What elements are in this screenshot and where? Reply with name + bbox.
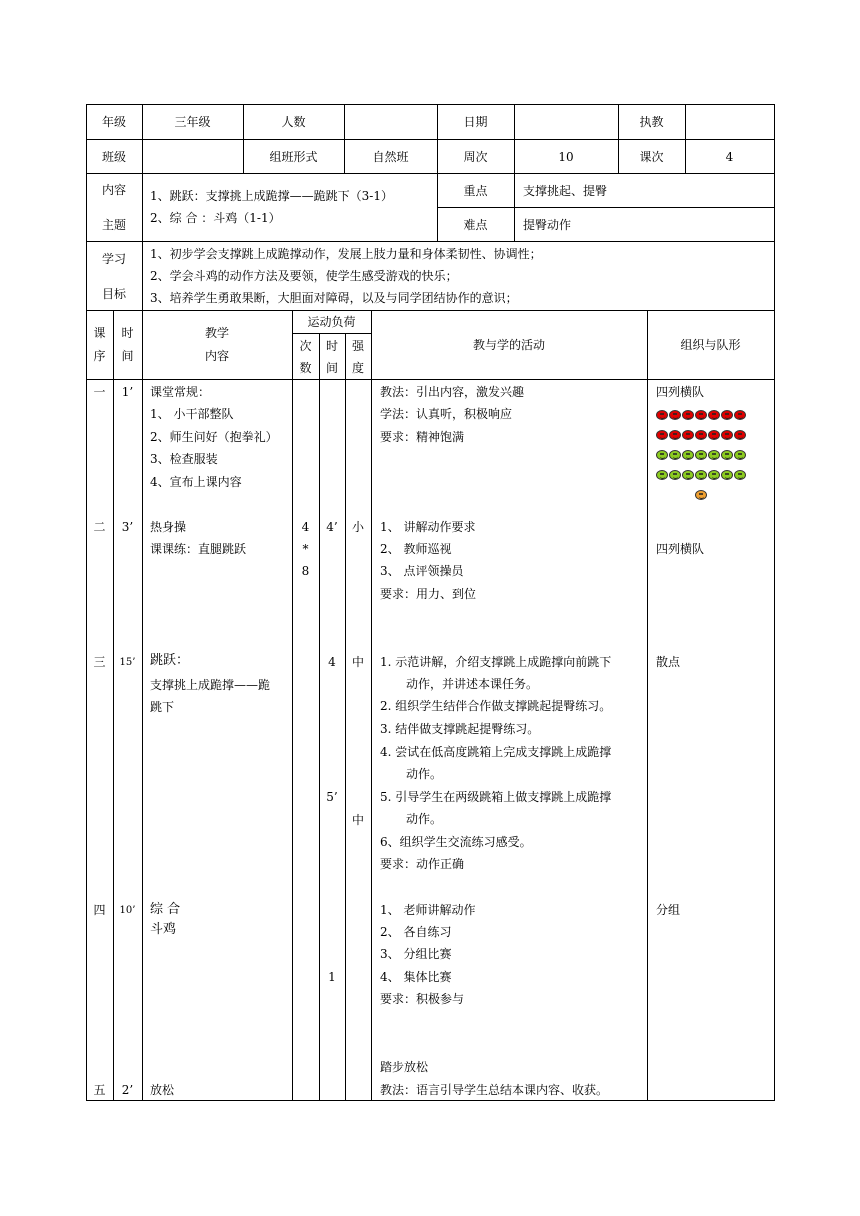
activity-line: 5. 引导学生在两级跳箱上做支撑跳上成跪撑 xyxy=(380,790,612,804)
activity-line: 6、组织学生交流练习感受。 xyxy=(380,835,532,849)
col-time-2: 间 xyxy=(121,349,134,363)
section-content-line: 2、师生问好（抱拳礼） xyxy=(150,430,278,444)
student-face-icon xyxy=(695,410,707,420)
col-teaching-2: 内容 xyxy=(204,349,229,363)
student-face-icon xyxy=(656,450,668,460)
col-seq: 课 xyxy=(93,326,106,340)
section-content-line: 支撑挑上成跪撑——跪 xyxy=(150,678,271,692)
content-label: 内容 xyxy=(101,183,126,197)
organization-text: 四列横队 xyxy=(656,385,705,399)
student-face-icon xyxy=(682,450,694,460)
goal-item: 3、培养学生勇敢果断，大胆面对障碍，以及与同学团结协作的意识； xyxy=(150,291,518,305)
section-content-line: 课课练：直腿跳跃 xyxy=(150,542,247,556)
section-content-line: 跳下 xyxy=(150,700,175,714)
people-label: 人数 xyxy=(281,115,306,129)
load-intensity: 小 xyxy=(351,520,364,534)
student-face-icon xyxy=(708,410,720,420)
student-face-icon xyxy=(656,410,668,420)
lesson-label: 课次 xyxy=(639,150,664,164)
rule xyxy=(292,333,371,334)
rule xyxy=(437,207,775,208)
difficulty-label: 难点 xyxy=(463,218,488,232)
col-intensity-2: 度 xyxy=(351,361,364,375)
section-time: 10’ xyxy=(119,905,136,916)
student-face-icon xyxy=(682,470,694,480)
student-face-icon xyxy=(682,430,694,440)
activity-line: 1、 老师讲解动作 xyxy=(380,903,476,917)
load-count: 8 xyxy=(301,564,310,578)
student-face-icon xyxy=(734,470,746,480)
col-seq-2: 序 xyxy=(93,349,106,363)
rule xyxy=(86,104,775,105)
student-face-icon xyxy=(734,450,746,460)
rule xyxy=(86,173,775,174)
content-line-2: 2、综 合 ：斗鸡（1-1） xyxy=(150,211,281,225)
activity-line: 4. 尝试在低高度跳箱上完成支撑跳上成跪撑 xyxy=(380,745,612,759)
activity-line: 教法：语言引导学生总结本课内容、收获。 xyxy=(380,1083,609,1097)
section-content-line: 4、宣布上课内容 xyxy=(150,475,242,489)
section-time: 1’ xyxy=(121,385,134,399)
activity-line: 4、 集体比赛 xyxy=(380,970,452,984)
load-time: 4 xyxy=(328,655,336,669)
rule xyxy=(514,104,515,241)
week-label: 周次 xyxy=(463,150,488,164)
organization-text: 散点 xyxy=(656,655,681,669)
student-face-icon xyxy=(695,430,707,440)
rule xyxy=(319,333,320,1101)
activity-line: 要求：动作正确 xyxy=(380,857,465,871)
load-intensity: 中 xyxy=(351,813,364,827)
rule xyxy=(345,333,346,1101)
rule xyxy=(371,310,372,1101)
activity-line: 3. 结伴做支撑跳起提臀练习。 xyxy=(380,722,540,736)
col-load-time-2: 间 xyxy=(325,361,338,375)
student-face-icon xyxy=(734,430,746,440)
student-face-icon xyxy=(656,470,668,480)
rule xyxy=(86,1100,775,1101)
activity-line: 要求：用力、到位 xyxy=(380,587,477,601)
section-content-line: 跳跃： xyxy=(150,653,190,668)
activity-line: 3、 分组比赛 xyxy=(380,947,452,961)
goal-item: 1、初步学会支撑跳上成跪撑动作，发展上肢力量和身体柔韧性、协调性； xyxy=(150,247,542,261)
activity-line: 2、 教师巡视 xyxy=(380,542,452,556)
topic-label: 主题 xyxy=(101,218,126,232)
section-content-line: 斗鸡 xyxy=(150,922,177,937)
form-label: 组班形式 xyxy=(269,150,318,164)
activity-line: 2. 组织学生结伴合作做支撑跳起提臀练习。 xyxy=(380,699,612,713)
student-face-icon xyxy=(708,470,720,480)
rule xyxy=(142,173,143,310)
section-seq: 二 xyxy=(93,520,106,534)
student-face-icon xyxy=(721,410,733,420)
activity-line: 动作。 xyxy=(406,812,443,826)
organization-text: 四列横队 xyxy=(656,542,705,556)
lesson-value: 4 xyxy=(725,150,734,164)
student-face-icon xyxy=(669,410,681,420)
rule xyxy=(142,310,143,1101)
col-organization: 组织与队形 xyxy=(680,338,741,352)
col-count: 次 xyxy=(299,339,312,353)
key-point-label: 重点 xyxy=(463,184,488,198)
load-intensity: 中 xyxy=(351,655,364,669)
formation-diagram xyxy=(656,410,766,505)
section-time: 15’ xyxy=(119,657,136,668)
col-activity: 教与学的活动 xyxy=(472,338,545,352)
leader-face-icon xyxy=(695,490,707,500)
col-load: 运动负荷 xyxy=(307,315,356,329)
organization-text: 分组 xyxy=(656,903,681,917)
student-face-icon xyxy=(734,410,746,420)
activity-line: 动作，并讲述本课任务。 xyxy=(406,677,539,691)
key-point-value: 支撑挑起、提臀 xyxy=(523,184,608,198)
section-content-line: 热身操 xyxy=(150,520,187,534)
section-content-line: 综 合 xyxy=(150,902,181,917)
difficulty-value: 提臀动作 xyxy=(523,218,572,232)
student-face-icon xyxy=(669,430,681,440)
rule xyxy=(292,310,293,1101)
section-content-line: 3、检查服装 xyxy=(150,452,218,466)
rule xyxy=(86,139,775,140)
goal-item: 2、学会斗鸡的动作方法及要领，使学生感受游戏的快乐； xyxy=(150,269,458,283)
col-count-2: 数 xyxy=(299,361,312,375)
rule xyxy=(647,310,648,1101)
activity-line: 踏步放松 xyxy=(380,1060,429,1074)
rule xyxy=(86,379,775,380)
rule xyxy=(86,241,775,242)
grade-value: 三年级 xyxy=(174,115,211,129)
grade-label: 年级 xyxy=(101,115,126,129)
activity-line: 动作。 xyxy=(406,767,443,781)
goals-label-2: 目标 xyxy=(101,287,126,301)
section-seq: 五 xyxy=(93,1083,106,1097)
date-label: 日期 xyxy=(463,115,488,129)
student-face-icon xyxy=(669,450,681,460)
section-content-line: 课堂常规： xyxy=(150,385,211,399)
goals-label: 学习 xyxy=(101,252,126,266)
content-line-1: 1、跳跃：支撑挑上成跪撑——跪跳下（3-1） xyxy=(150,189,393,203)
student-face-icon xyxy=(695,450,707,460)
section-content-line: 1、 小干部整队 xyxy=(150,407,234,421)
activity-line: 学法：认真听，积极响应 xyxy=(380,407,513,421)
section-content-line: 放松 xyxy=(150,1083,175,1097)
student-face-icon xyxy=(695,470,707,480)
week-value: 10 xyxy=(558,150,574,164)
col-load-time: 时 xyxy=(325,339,338,353)
student-face-icon xyxy=(721,470,733,480)
activity-line: 3、 点评领操员 xyxy=(380,564,464,578)
section-seq: 四 xyxy=(93,903,106,917)
rule xyxy=(113,310,114,1101)
activity-line: 1. 示范讲解，介绍支撑跳上成跪撑向前跳下 xyxy=(380,655,612,669)
load-time: 5’ xyxy=(326,790,338,804)
section-seq: 三 xyxy=(93,655,106,669)
col-intensity: 强 xyxy=(351,339,364,353)
student-face-icon xyxy=(721,450,733,460)
load-time: 4’ xyxy=(326,520,338,534)
rule xyxy=(86,310,775,311)
section-seq: 一 xyxy=(93,385,106,399)
student-face-icon xyxy=(682,410,694,420)
student-face-icon xyxy=(708,450,720,460)
activity-line: 2、 各自练习 xyxy=(380,925,452,939)
form-value: 自然班 xyxy=(372,150,409,164)
section-time: 3’ xyxy=(121,520,134,534)
student-face-icon xyxy=(708,430,720,440)
class-label: 班级 xyxy=(101,150,126,164)
rule xyxy=(774,104,775,1101)
load-count: 4 xyxy=(301,520,310,534)
student-face-icon xyxy=(669,470,681,480)
student-face-icon xyxy=(656,430,668,440)
activity-line: 1、 讲解动作要求 xyxy=(380,520,476,534)
activity-line: 教法：引出内容，激发兴趣 xyxy=(380,385,525,399)
teacher-label: 执教 xyxy=(639,115,664,129)
activity-line: 要求：积极参与 xyxy=(380,992,465,1006)
col-teaching: 教学 xyxy=(204,326,229,340)
section-time: 2’ xyxy=(121,1083,134,1097)
student-face-icon xyxy=(721,430,733,440)
load-count: * xyxy=(302,542,309,556)
col-time: 时 xyxy=(121,326,134,340)
activity-line: 要求：精神饱满 xyxy=(380,430,465,444)
load-time: 1 xyxy=(328,970,336,984)
